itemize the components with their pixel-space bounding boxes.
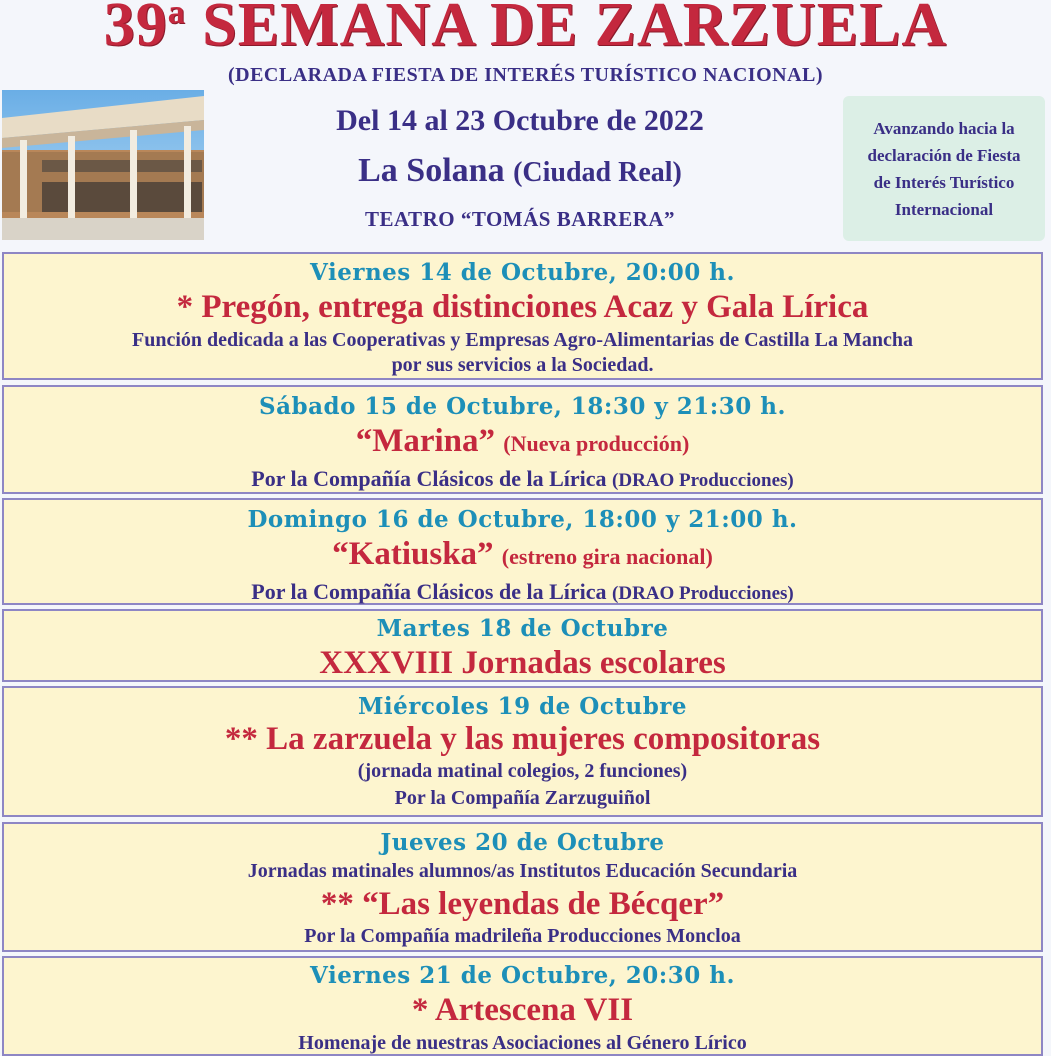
event-date: Viernes 21 de Octubre, 20:30 h.	[310, 962, 735, 989]
event-title: * Pregón, entrega distinciones Acaz y Gala Lírica	[176, 289, 869, 325]
event-card	[2, 385, 1043, 494]
event-description: Función dedicada a las Cooperativas y Empresas Agro-Alimentarias de Castilla La Mancha	[132, 329, 913, 351]
event-title: ** “Las leyendas de Bécqer”	[320, 886, 725, 922]
festival-venue: TEATRO “TOMÁS BARRERA”	[364, 207, 676, 231]
event-date: Sábado 15 de Octubre, 18:30 y 21:30 h.	[258, 393, 787, 420]
event-title-line	[4, 423, 1041, 462]
subtitle: (DECLARADA FIESTA DE INTERÉS TURÍSTICO NACIONAL)	[227, 64, 824, 86]
event-card	[2, 822, 1043, 952]
event-title: XXXVIII Jornadas escolares	[319, 645, 726, 681]
event-date: Jueves 20 de Octubre	[380, 829, 665, 856]
event-description: por sus servicios a la Sociedad.	[391, 354, 654, 376]
note-text: Avanzando hacia la declaración de Fiesta de Interés Turístico Internacional	[867, 118, 1021, 219]
event-card	[2, 252, 1043, 380]
event-company: Por la Compañía Zarzuguiñol	[394, 787, 651, 809]
event-title-line	[4, 536, 1041, 575]
city-name: La Solana	[358, 152, 505, 189]
event-card	[2, 956, 1043, 1056]
event-title: “Katiuska”	[332, 536, 494, 572]
city-region: (Ciudad Real)	[513, 157, 682, 188]
event-company-line	[4, 579, 1041, 606]
event-company: Por la Compañía madrileña Producciones Moncloa	[304, 925, 741, 947]
festival-location	[210, 152, 830, 190]
event-title-note: (estreno gira nacional)	[501, 544, 713, 569]
event-card	[2, 498, 1043, 605]
festival-dates: Del 14 al 23 Octubre de 2022	[336, 104, 704, 137]
event-card	[2, 686, 1043, 817]
event-date: Martes 18 de Octubre	[376, 615, 669, 642]
event-date: Viernes 14 de Octubre, 20:00 h.	[310, 259, 735, 286]
event-description: (jornada matinal colegios, 2 funciones)	[357, 760, 688, 782]
theatre-photo	[2, 90, 204, 240]
event-title-note: (Nueva producción)	[503, 431, 690, 456]
event-company-note: (DRAO Producciones)	[612, 583, 794, 604]
event-title: “Marina”	[355, 423, 496, 459]
event-company-note: (DRAO Producciones)	[612, 470, 794, 491]
international-declaration-note	[843, 96, 1045, 241]
event-company-line	[4, 466, 1041, 493]
title-text: SEMANA DE ZARZUELA	[185, 0, 948, 59]
event-preamble: Jornadas matinales alumnos/as Institutos Educación Secundaria	[247, 860, 798, 882]
event-title: * Artescena VII	[411, 992, 634, 1028]
event-date: Miércoles 19 de Octubre	[357, 693, 688, 720]
title-ordinal: a	[167, 0, 186, 31]
event-company: Por la Compañía Clásicos de la Lírica	[251, 579, 607, 604]
poster-title	[0, 0, 1051, 59]
event-date: Domingo 16 de Octubre, 18:00 y 21:00 h.	[247, 506, 798, 533]
event-title: ** La zarzuela y las mujeres compositoras	[224, 721, 821, 757]
title-number: 39	[103, 0, 168, 59]
event-card	[2, 609, 1043, 682]
event-description: Homenaje de nuestras Asociaciones al Género Lírico	[298, 1032, 747, 1054]
event-company: Por la Compañía Clásicos de la Lírica	[251, 466, 607, 491]
